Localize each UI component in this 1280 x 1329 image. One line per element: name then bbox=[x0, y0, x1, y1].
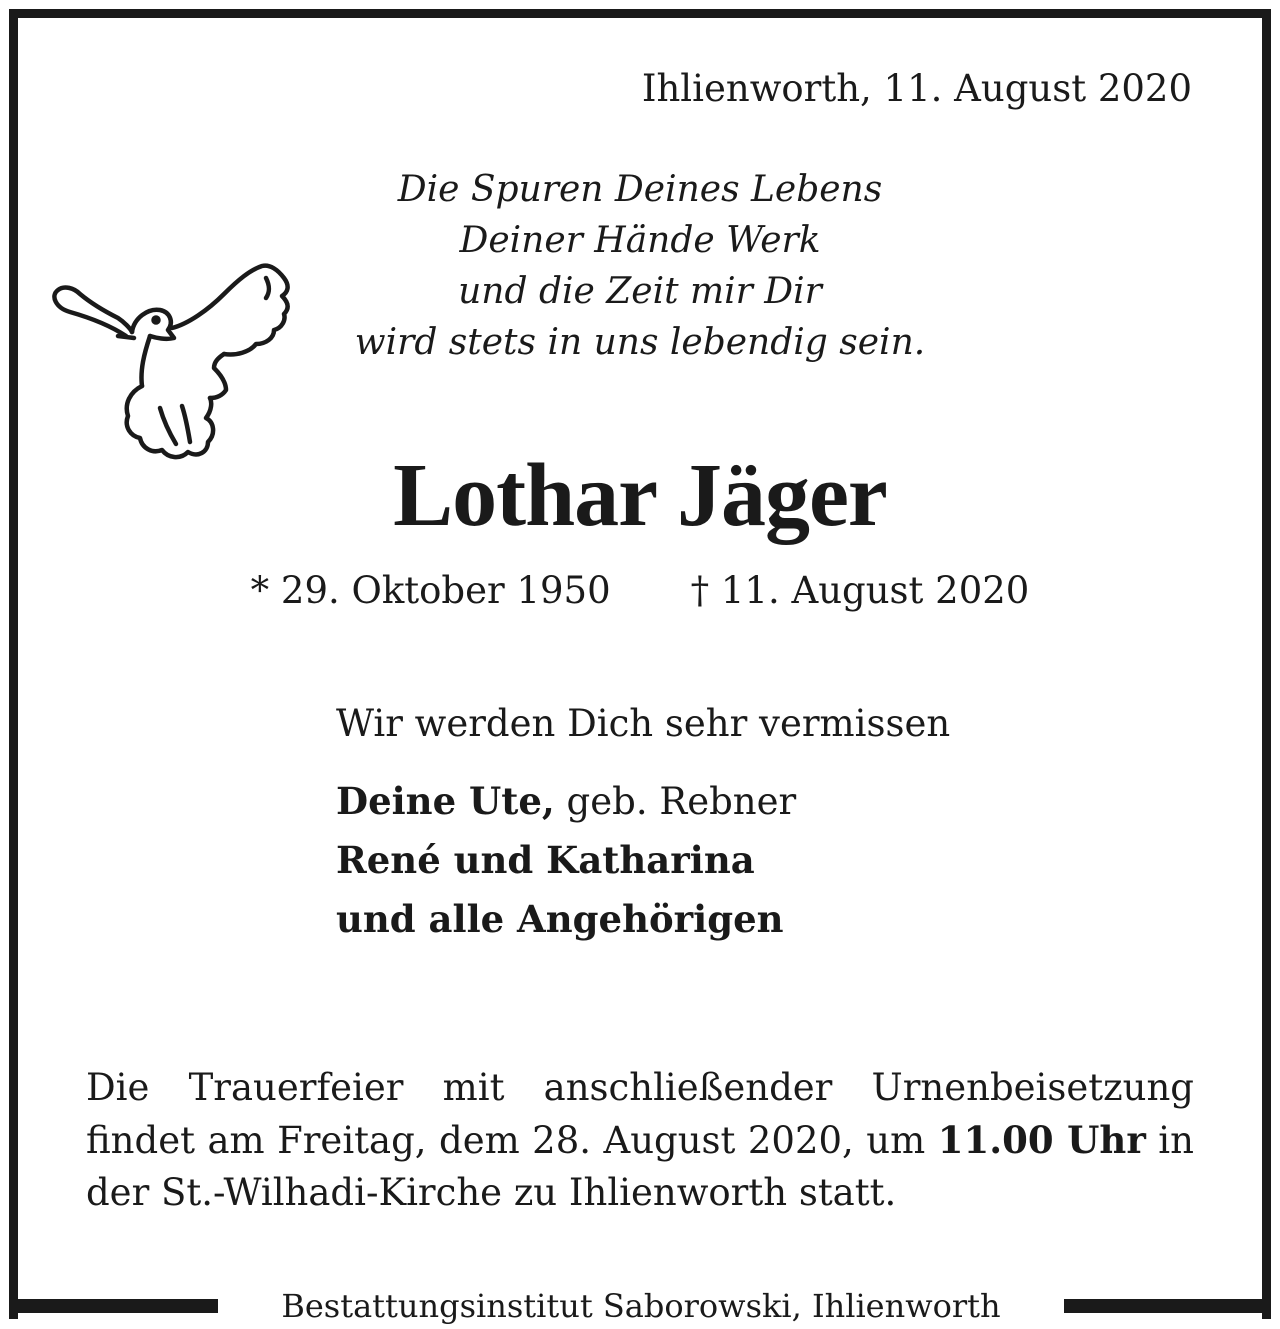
verse-line: und die Zeit mir Dir bbox=[458, 271, 822, 312]
mourner-name: Deine Ute, bbox=[336, 779, 555, 823]
ceremony-line bbox=[86, 1114, 1194, 1167]
life-dates bbox=[0, 566, 1280, 616]
mourner-name: René und Katharina bbox=[336, 838, 755, 882]
verse-line: wird stets in uns lebendig sein. bbox=[354, 322, 926, 363]
mourner-line bbox=[336, 772, 950, 831]
farewell-line: Wir werden Dich sehr vermissen bbox=[336, 702, 951, 745]
undertaker-footer: Bestattungsinstitut Saborowski, Ihlienworth bbox=[218, 1284, 1064, 1328]
memorial-verse bbox=[290, 164, 990, 368]
mourners-block bbox=[336, 698, 950, 949]
ceremony-info bbox=[86, 1062, 1194, 1219]
place-date: Ihlienworth, 11. August 2020 bbox=[641, 67, 1192, 110]
verse-line: Deiner Hände Werk bbox=[459, 220, 821, 261]
maiden-name: geb. Rebner bbox=[554, 780, 797, 823]
footer-rule-left bbox=[9, 1299, 218, 1313]
ceremony-line: Die Trauerfeier mit anschließender Urnenbeisetzung bbox=[86, 1066, 1194, 1109]
deceased-name: Lothar Jäger bbox=[393, 446, 887, 545]
mourner-name: und alle Angehörigen bbox=[336, 897, 784, 941]
ceremony-line: der St.-Wilhadi-Kirche zu Ihlienworth statt. bbox=[86, 1171, 897, 1214]
footer-rule-right bbox=[1064, 1299, 1271, 1313]
death-date: † 11. August 2020 bbox=[690, 569, 1030, 612]
ceremony-time: 11.00 Uhr bbox=[937, 1118, 1146, 1162]
ceremony-text: findet am Freitag, dem 28. August 2020, um bbox=[86, 1119, 938, 1162]
mourner-line bbox=[336, 890, 950, 949]
birth-date: * 29. Oktober 1950 bbox=[250, 569, 611, 612]
ceremony-text: in bbox=[1145, 1119, 1194, 1162]
mourner-line bbox=[336, 831, 950, 890]
verse-line: Die Spuren Deines Lebens bbox=[397, 169, 883, 210]
